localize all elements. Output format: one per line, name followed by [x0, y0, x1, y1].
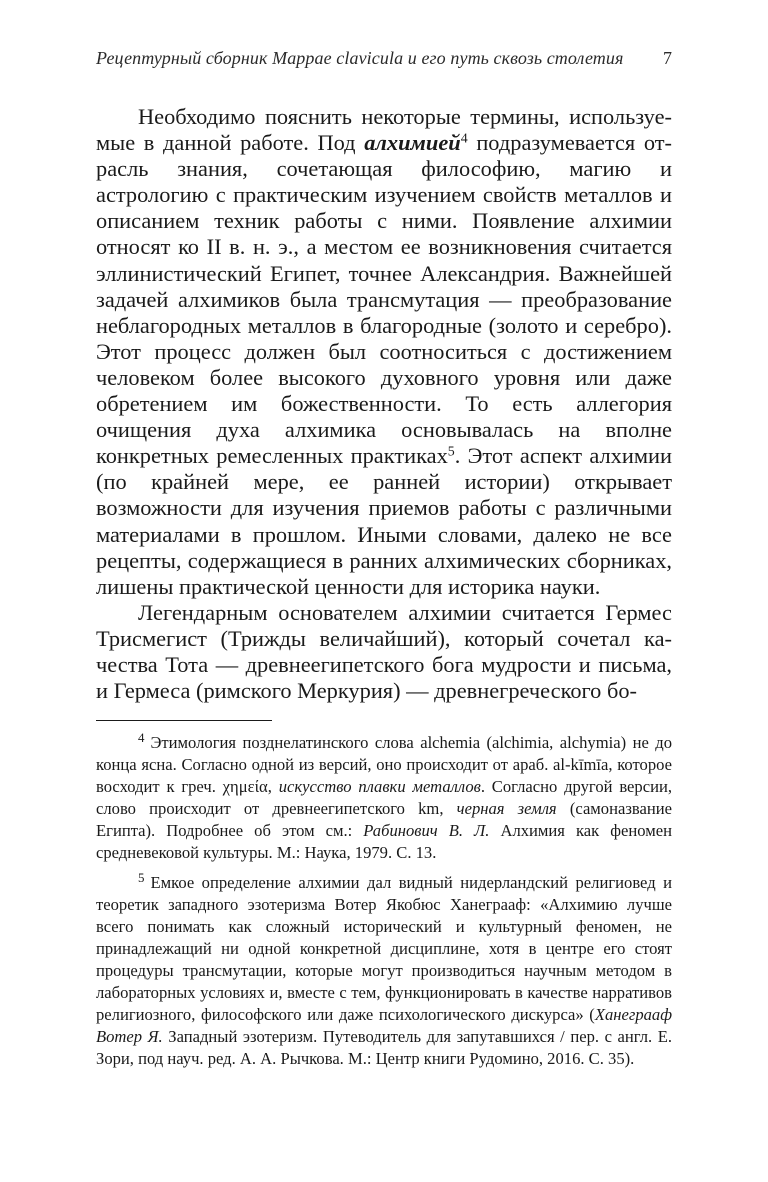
- paragraph-1-text-a: Необходимо пояснить некоторые термины, используемые в данной работе. Под: [96, 104, 672, 156]
- footnote-ref-4[interactable]: 4: [460, 131, 468, 147]
- term-alchemy: алхимией: [364, 130, 461, 156]
- footnote-5-author: Ханеграаф Вотер Я.: [96, 1005, 672, 1047]
- paragraph-1-text-c: . Этот аспект алхимии (по крайней мере, ее ранней истории) открывает возможности для изучения приемов работы с различными материалами в прошлом. Иными словами, далеко не все рецепты, содержащиеся в ранних алхимических сборниках, лишены практической ценности для историка науки.: [96, 443, 672, 599]
- footnote-5: [96, 869, 673, 1071]
- footnote-5-number: 5: [138, 869, 145, 885]
- running-title: Рецептурный сборник Mappae clavicula и его путь сквозь столетия: [96, 48, 624, 68]
- footnote-4-text-b: . Согласно другой версии, слово происходит от древнеегипетского km,: [96, 777, 672, 819]
- footnote-4-italic-a: искусство плавки металлов: [278, 777, 481, 797]
- footnote-4-text-c: (самоназвание Египта). Подробнее об этом см.:: [96, 799, 673, 841]
- footnotes: [96, 732, 672, 1077]
- footnote-4-text-a: Этимология позднелатинского слова alchemia (alchimia, alchymia) не до конца ясна. Согласно одной из версий, оно происходит от араб. al-kīmīa, которое восходит к греч. χημεία,: [96, 733, 672, 797]
- footnote-4-text-d: Алхимия как феномен средневековой культуры. М.: Наука, 1979. С. 13.: [96, 821, 672, 863]
- page-number: 7: [663, 48, 672, 68]
- footnote-ref-5[interactable]: 5: [447, 444, 455, 460]
- paragraph-2: Легендарным основателем алхимии считается Гермес Трисмегист (Трижды величайший), который сочетал качества Тота — древнеегипетского бога мудрости и письма, и Гермеса (римского Меркурия) — древнегреческого бо-: [96, 599, 672, 704]
- paragraph-1: [96, 104, 672, 600]
- running-header: [96, 48, 672, 69]
- footnote-4-number: 4: [138, 730, 145, 746]
- footnote-4-author: Рабинович В. Л.: [363, 821, 490, 841]
- footnote-5-text-a: Емкое определение алхимии дал видный нидерландский религиовед и теоретик западного эзотеризма Вотер Якобюс Ханеграаф: «Алхимию лучше всего понимать как сложный исторический и культурный феномен, не принадлежащий ни одной конкретной дисциплине, хотя в центре его стоят процедуры трансмутации, которые могут производиться научным методом в лабораторных условиях и, вместе с тем, функционировать в качестве нарративов религиозного, философского или даже психологического дискурса» (: [96, 872, 672, 1025]
- footnote-4: [96, 732, 672, 865]
- footnote-4-italic-b: черная земля: [456, 799, 557, 819]
- footnote-5-text-b: Западный эзотеризм. Путеводитель для запутавшихся / пер. с англ. Е. Зори, под науч. ред. А. А. Рычкова. М.: Центр книги Рудомино, 2016. С. 35).: [96, 1027, 673, 1069]
- paragraph-1-text-b: подразумевается отрасль знания, сочетающая философию, магию и астрологию с практическим изучением свойств металлов и описанием техник работы с ними. Появление алхимии относят ко II в. н. э., а местом ее возникновения считается эллинистический Египет, точнее Александрия. Важнейшей задачей алхимиков была трансмутация — преобразование неблагородных металлов в благородные (золото и серебро). Этот процесс должен был соотноситься с достижением человеком более высокого духовного уровня или даже обретением им божественности. То есть аллегория очищения духа алхимика основывалась на вполне конкретных ремесленных практиках: [96, 130, 672, 469]
- main-text: [96, 104, 672, 704]
- footnote-separator: [96, 720, 272, 721]
